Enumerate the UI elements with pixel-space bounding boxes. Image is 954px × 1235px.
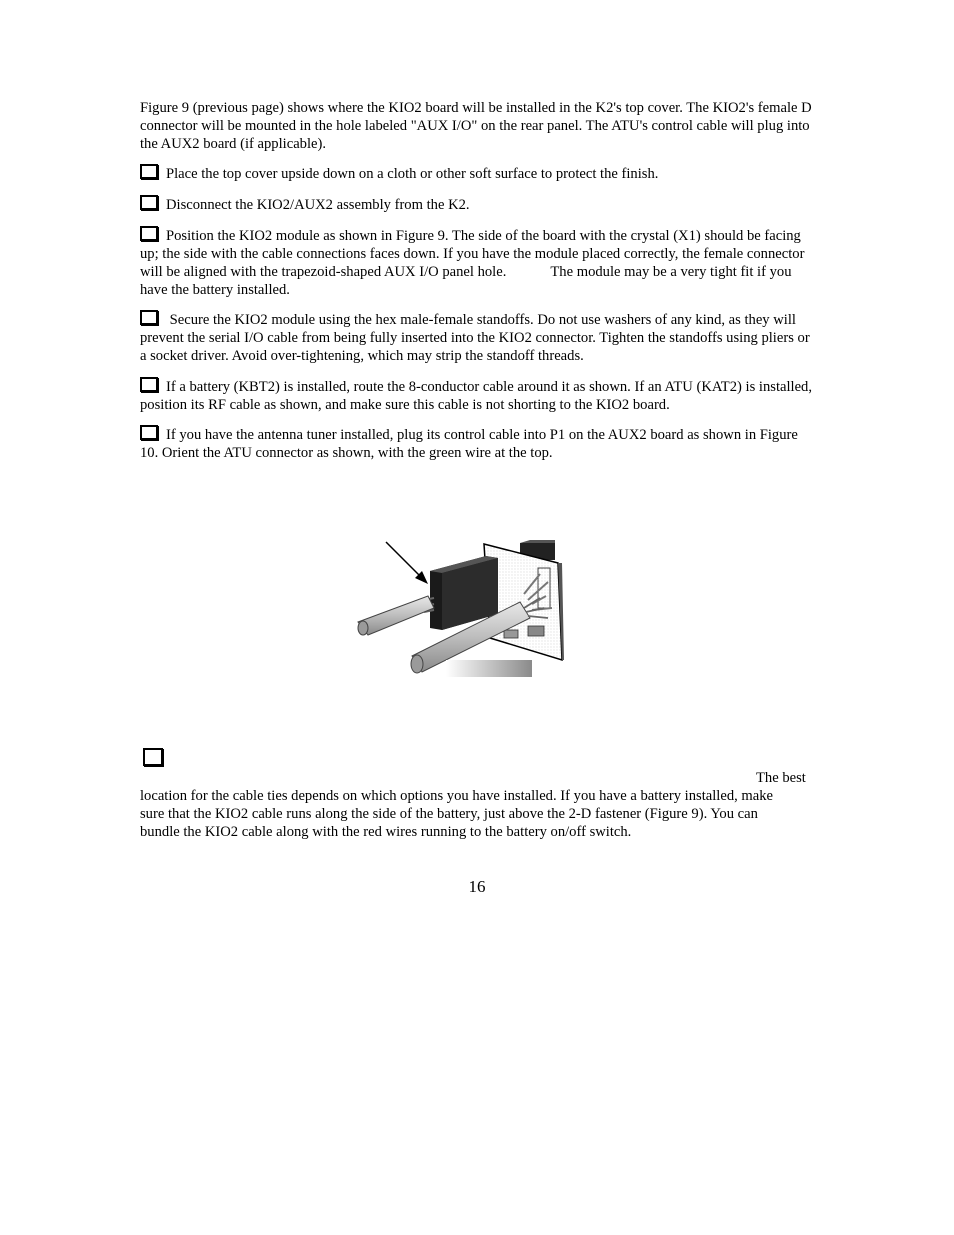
checkbox-icon[interactable] <box>140 164 158 179</box>
intro-paragraph: Figure 9 (previous page) shows where the KIO2 board will be installed in the K2's top cover. The KIO2's female D connector will be mounted in the hole labeled "AUX I/O" on the rear panel. The ATU's control cable will plug into the AUX2 board (if applicable). <box>140 100 812 152</box>
checkbox-icon[interactable] <box>140 425 158 440</box>
step-5-text: If a battery (KBT2) is installed, route the 8-conductor cable around it as shown. If an ATU (KAT2) is installed, position its RF cable as shown, and make sure this cable is not shorting to the KIO2 board. <box>140 379 813 413</box>
last-step-lead: The best <box>756 770 806 786</box>
step-3-text-a: Position the KIO2 module as shown in Figure 9. The side of the board with the crystal (X1) should be facing up; the side with the cable connections faces down. If you have the module placed correctly, the female connector will be aligned with the trapezoid-shaped AUX I/O panel hole. <box>140 228 805 280</box>
step-2 <box>140 195 816 214</box>
step-1 <box>140 164 816 183</box>
step-3 <box>140 226 816 299</box>
step-6-text: If you have the antenna tuner installed, plug its control cable into P1 on the AUX2 board as shown in Figure 10. Orient the ATU connector as shown, with the green wire at the top. <box>140 427 798 461</box>
step-6 <box>140 425 816 462</box>
step-4-text: Secure the KIO2 module using the hex male-female standoffs. Do not use washers of any kind, as they will prevent the serial I/O cable from being fully inserted into the KIO2 connector. Tighten the standoffs using pliers or a socket driver. Avoid over-tightening, which may strip the standoff threads. <box>140 312 810 364</box>
checkbox-icon[interactable] <box>140 195 158 210</box>
checkbox-icon[interactable] <box>140 226 158 241</box>
step-1-text: Place the top cover upside down on a cloth or other soft surface to protect the finish. <box>166 166 659 182</box>
page-number: 16 <box>468 877 486 896</box>
figure-label-bar <box>446 660 532 677</box>
step-2-text: Disconnect the KIO2/AUX2 assembly from the K2. <box>166 197 470 213</box>
step-4 <box>140 310 816 365</box>
step-3-text-b: The module may be a very tight fit if you have the battery installed. <box>140 264 792 298</box>
last-step-text: location for the cable ties depends on which options you have installed. If you have a battery installed, make sure that the KIO2 cable runs along the side of the battery, just above the 2-D fastener (Figure 9). You can bundle the KIO2 cable along with the red wires running to the battery on/off switch. <box>140 788 774 840</box>
step-5 <box>140 377 816 414</box>
checkbox-icon[interactable] <box>143 748 163 766</box>
checkbox-icon[interactable] <box>140 310 158 325</box>
checkbox-icon[interactable] <box>140 377 158 392</box>
kio2-connector-illustration <box>352 538 572 680</box>
